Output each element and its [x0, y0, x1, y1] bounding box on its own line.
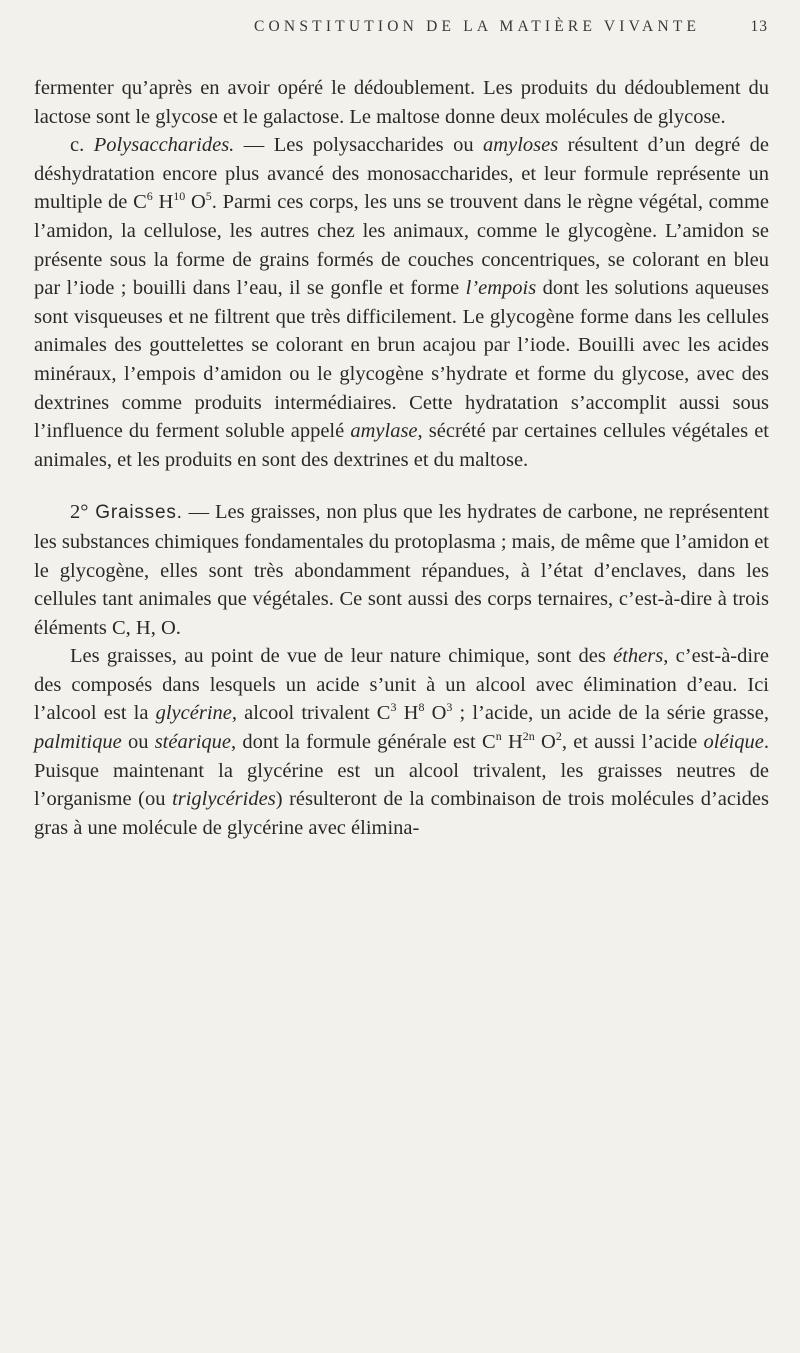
section-number: 2°	[70, 501, 89, 524]
text-run: résultent d’un degré de déshydratation encore plus avancé des monosaccharides, et leur formule représente un multiple de	[34, 134, 770, 214]
emphasis: triglycérides	[172, 788, 276, 811]
text-run: , alcool trivalent	[231, 702, 377, 725]
chemical-formula	[482, 731, 562, 753]
section-label: c.	[70, 134, 85, 157]
text-run: , et aussi l’acide	[561, 731, 704, 754]
formula-element: O	[185, 191, 206, 214]
paragraph-graisses	[34, 498, 769, 642]
paragraph-text: fermenter qu’après en avoir opéré le dédoublement. Les produits du dédoublement du lactose sont le glycose et le galactose. Le maltose donne deux molécules de glycose.	[34, 77, 769, 128]
running-title: CONSTITUTION DE LA MATIÈRE VIVANTE	[254, 18, 701, 35]
section-title: Polysaccharides.	[93, 134, 235, 157]
section-heading: Graisses.	[88, 502, 183, 524]
running-header	[254, 18, 768, 42]
formula-element: C	[133, 191, 147, 214]
formula-index: 3	[390, 700, 397, 715]
formula-element: H	[501, 731, 523, 754]
formula-element: H	[396, 702, 419, 725]
text-run: . Puisque maintenant la glycérine est un alcool trivalent, les graisses neutres de l’organisme (ou	[34, 731, 769, 811]
text-run: — Les polysaccharides ou	[234, 134, 484, 157]
paragraph-polysaccharides	[34, 131, 769, 474]
chemical-formula	[133, 191, 212, 213]
text-run: — Les graisses, non plus que les hydrates de carbone, ne représentent les substances chimiques fondamentales du protoplasma ; mais, de même que l’amidon et le glycogène, elles sont très abondamment répandues, à l’état d’enclaves, dans les cellules tant animales que végétales. Ce sont aussi des corps ternaires, c’est-à-dire à trois éléments C, H, O.	[34, 501, 769, 639]
formula-element: O	[424, 702, 447, 725]
emphasis: amyloses	[483, 134, 559, 157]
formula-index: 2	[555, 729, 562, 744]
text-run: . Parmi ces corps, les uns se trouvent dans le règne végétal, comme l’amidon, la cellulose, les autres chez les animaux, comme le glycogène. L’amidon se présente sous la forme de grains formés de couches concentriques, se colorant en bleu par l’iode ; bouilli dans l’eau, il se gonfle et forme	[34, 191, 769, 300]
formula-element: C	[482, 731, 496, 754]
text-run: dont les solutions aqueuses sont visqueuses et ne filtrent que très difficilement. Le glycogène forme dans les cellules animales des gouttelettes se colorant en brun acajou par l’iode. Bouilli avec les acides minéraux, l’empois d’amidon ou le glycogène s’hydrate et forme du glycose, avec des dextrines comme produits intermédiaires. Cette hydratation s’accomplit aussi sous l’influence du ferment soluble appelé	[34, 277, 769, 443]
paragraph-continuation	[34, 74, 769, 131]
page-number: 13	[750, 18, 768, 35]
formula-index: 8	[418, 700, 425, 715]
text-run: ; l’acide, un acide de la série grasse,	[452, 702, 769, 725]
formula-element: O	[534, 731, 556, 754]
body-text	[34, 74, 769, 842]
emphasis: palmitique	[34, 731, 122, 754]
formula-index: 10	[173, 189, 186, 204]
formula-element: H	[152, 191, 174, 214]
text-run: , sécrété par certaines cellules végétales et animales, et les produits en sont des dextrines et du maltose.	[34, 420, 769, 471]
text-run: ) résulteront de la combinaison de trois molécules d’acides gras à une molécule de glycérine avec élimina-	[34, 788, 769, 839]
formula-index: 2n	[522, 729, 535, 744]
emphasis: éthers	[613, 645, 664, 668]
text-run: ou	[121, 731, 155, 754]
formula-element: C	[376, 702, 391, 725]
text-run: , c’est-à-dire des composés dans lesquels un acide s’unit à un alcool avec élimination d’eau. Ici l’alcool est la	[34, 645, 769, 725]
formula-index: 5	[205, 189, 212, 204]
emphasis: l’empois	[465, 277, 537, 300]
emphasis: stéarique	[154, 731, 231, 754]
emphasis: amylase	[350, 420, 418, 443]
emphasis: glycérine	[155, 702, 232, 725]
chemical-formula	[377, 702, 453, 724]
paragraph-graisses-chimie	[34, 642, 769, 842]
text-run: , dont la formule générale est	[231, 731, 482, 754]
formula-index: 3	[446, 700, 453, 715]
formula-index: n	[495, 729, 502, 744]
emphasis: oléique	[703, 731, 764, 754]
formula-index: 6	[146, 189, 153, 204]
text-run: Les graisses, au point de vue de leur nature chimique, sont des	[70, 645, 614, 668]
